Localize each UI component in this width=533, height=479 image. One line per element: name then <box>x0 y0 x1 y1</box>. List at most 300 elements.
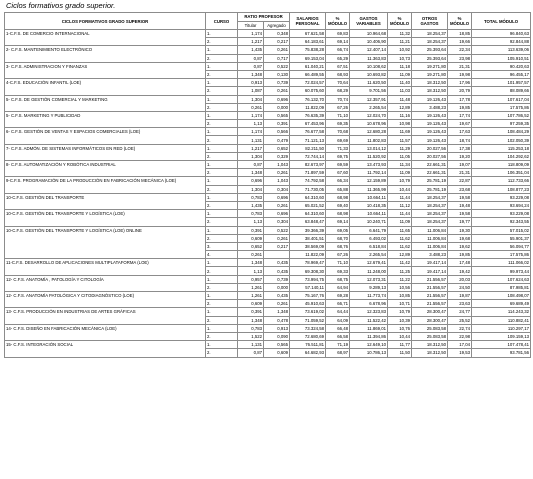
titular-cell: 1,13 <box>238 267 264 275</box>
total-cell: 114.243,32 <box>472 308 531 316</box>
total-cell: 55.901,37 <box>472 234 531 242</box>
curso-cell: 1. <box>206 46 238 54</box>
total-cell: 105.910,51 <box>472 54 531 62</box>
pct-otros-cell: 21,31 <box>448 169 472 177</box>
gastos-cell: 12.407,14 <box>350 46 388 54</box>
pct-salarios-cell: 69,33 <box>326 267 350 275</box>
gastos-cell: 6.493,02 <box>350 234 388 242</box>
titular-cell: 0,957 <box>238 275 264 283</box>
salarios-cell: 39.366,39 <box>290 226 326 234</box>
otros-cell: 3.488,23 <box>412 251 448 259</box>
salarios-cell: 73.619,02 <box>290 308 326 316</box>
curso-cell: 2. <box>206 218 238 226</box>
salarios-cell: 64.310,60 <box>290 210 326 218</box>
titular-cell: 0,391 <box>238 226 264 234</box>
otros-cell: 25.083,58 <box>412 324 448 332</box>
gastos-cell: 2.265,54 <box>350 251 388 259</box>
titular-cell: 0,783 <box>238 193 264 201</box>
agregado-cell: 0,348 <box>264 30 290 38</box>
salarios-cell: 64.183,61 <box>290 38 326 46</box>
curso-cell: 1. <box>206 308 238 316</box>
gastos-cell: 10.108,62 <box>350 62 388 70</box>
pct-gastos-cell: 11,21 <box>388 38 412 46</box>
table-row <box>5 128 531 136</box>
agregado-cell: 0,261 <box>264 300 290 308</box>
pct-otros-cell: 19,85 <box>448 251 472 259</box>
agregado-cell: 0,000 <box>264 283 290 291</box>
salarios-cell: 65.021,52 <box>290 201 326 209</box>
curso-cell: 1. <box>206 111 238 119</box>
salarios-cell: 69.153,04 <box>290 54 326 62</box>
pct-otros-cell: 19,77 <box>448 218 472 226</box>
agregado-cell: 0,739 <box>264 275 290 283</box>
curso-cell: 1. <box>206 30 238 38</box>
pct-salarios-cell: 66,34 <box>326 177 350 185</box>
pct-gastos-cell: 10,73 <box>388 54 412 62</box>
gastos-cell: 12.679,41 <box>350 259 388 267</box>
curso-cell: 2. <box>206 267 238 275</box>
curso-cell: 1. <box>206 275 238 283</box>
total-cell: 92.343,55 <box>472 218 531 226</box>
pct-gastos-cell: 10,44 <box>388 332 412 340</box>
salarios-cell: 67.621,58 <box>290 30 326 38</box>
agregado-cell: 0,565 <box>264 111 290 119</box>
otros-cell: 11.006,84 <box>412 234 448 242</box>
curso-cell: 2. <box>206 316 238 324</box>
header-pct-gastos: % MÓDULO <box>388 13 412 30</box>
titular-cell: 0,391 <box>238 308 264 316</box>
ciclo-name: 10-C.F.S. GESTIÓN DEL TRANSPORTE Y LOGÍSTICA (LOE) <box>5 210 206 226</box>
otros-cell: 22.661,31 <box>412 169 448 177</box>
pct-salarios-cell: 66,48 <box>326 324 350 332</box>
header-ratio: RATIO PROFESOR <box>238 13 290 22</box>
gastos-cell: 2.265,54 <box>350 103 388 111</box>
salarios-cell: 72.024,57 <box>290 79 326 87</box>
pct-salarios-cell: 66,74 <box>326 46 350 54</box>
pct-otros-cell: 18,74 <box>448 136 472 144</box>
pct-gastos-cell: 11,16 <box>388 111 412 119</box>
agregado-cell: 0,435 <box>264 267 290 275</box>
titular-cell: 1,261 <box>238 283 264 291</box>
curso-cell: 2. <box>206 136 238 144</box>
titular-cell: 0,87 <box>238 349 264 357</box>
otros-cell: 18.312,50 <box>412 341 448 349</box>
pct-salarios-cell: 70,74 <box>326 95 350 103</box>
otros-cell: 11.006,84 <box>412 226 448 234</box>
ciclo-name: 5- C.F.S. DE GESTIÓN COMERCIAL Y MARKETING <box>5 95 206 111</box>
pct-gastos-cell: 11,48 <box>388 95 412 103</box>
salarios-cell: 64.310,60 <box>290 193 326 201</box>
agregado-cell: 0,696 <box>264 95 290 103</box>
curso-cell: 1. <box>206 95 238 103</box>
pct-otros-cell: 22,98 <box>448 332 472 340</box>
salarios-cell: 72.680,69 <box>290 332 326 340</box>
table-row <box>5 62 531 70</box>
otros-cell: 22.661,31 <box>412 161 448 169</box>
ciclo-name: 9-C.F.S. PROGRAMACIÓN DE LA PRODUCCIÓN EN FABRICACIÓN MECÁNICA (LOE) <box>5 177 206 193</box>
pct-salarios-cell: 65,29 <box>326 54 350 62</box>
titular-cell: 1,217 <box>238 38 264 46</box>
otros-cell: 18.254,37 <box>412 30 448 38</box>
pct-otros-cell: 19,98 <box>448 70 472 78</box>
pct-salarios-cell: 69,14 <box>326 218 350 226</box>
header-titular: Titular <box>238 21 264 30</box>
curso-cell: 1. <box>206 161 238 169</box>
pct-gastos-cell: 10,71 <box>388 300 412 308</box>
titular-cell: 0,87 <box>238 62 264 70</box>
agregado-cell: 0,565 <box>264 341 290 349</box>
otros-cell: 19.417,14 <box>412 259 448 267</box>
pct-salarios-cell: 71,33 <box>326 144 350 152</box>
total-cell: 96.840,63 <box>472 30 531 38</box>
total-cell: 109.159,13 <box>472 332 531 340</box>
pct-salarios-cell: 66,58 <box>326 332 350 340</box>
agregado-cell: 0,696 <box>264 193 290 201</box>
curso-cell: 1. <box>206 144 238 152</box>
header-otros: OTROS GASTOS <box>412 13 448 30</box>
agregado-cell: 0,609 <box>264 349 290 357</box>
gastos-cell: 11.365,99 <box>350 185 388 193</box>
total-cell: 69.689,49 <box>472 300 531 308</box>
titular-cell: 1,13 <box>238 218 264 226</box>
ciclo-name: 15- C.F.S. INTEGRACIÓN SOCIAL <box>5 341 206 357</box>
pct-salarios-cell: 69,28 <box>326 292 350 300</box>
gastos-cell: 11.620,50 <box>350 79 388 87</box>
agregado-cell: 0,304 <box>264 218 290 226</box>
gastos-cell: 12.323,83 <box>350 308 388 316</box>
pct-salarios-cell: 68,93 <box>326 70 350 78</box>
total-cell: 87.985,81 <box>472 283 531 291</box>
pct-salarios-cell: 70,64 <box>326 79 350 87</box>
pct-gastos-cell: 11,32 <box>388 30 412 38</box>
salarios-cell: 71.897,59 <box>290 169 326 177</box>
otros-cell: 21.556,57 <box>412 292 448 300</box>
titular-cell: 1,13 <box>238 120 264 128</box>
salarios-cell: 82.211,50 <box>290 144 326 152</box>
pct-otros-cell: 19,85 <box>448 103 472 111</box>
pct-salarios-cell: 70,68 <box>326 128 350 136</box>
agregado-cell: 0,090 <box>264 332 290 340</box>
pct-gastos-cell: 11,22 <box>388 275 412 283</box>
pct-salarios-cell: 66,71 <box>326 300 350 308</box>
header-total: TOTAL MÓDULO <box>472 13 531 30</box>
pct-gastos-cell: 11,09 <box>388 218 412 226</box>
gastos-cell: 11.802,83 <box>350 136 388 144</box>
otros-cell: 18.254,37 <box>412 210 448 218</box>
table-caption: Ciclos formativos grado superior. <box>6 1 116 10</box>
pct-gastos-cell: 10,56 <box>388 283 412 291</box>
curso-cell: 2. <box>206 234 238 242</box>
total-cell: 118.809,09 <box>472 161 531 169</box>
ciclo-name: 10-C.F.S. GESTIÓN DEL TRANSPORTE Y LOGÍSTICA (LOE) ONLINE <box>5 226 206 259</box>
gastos-cell: 12.649,10 <box>350 341 388 349</box>
otros-cell: 11.006,84 <box>412 242 448 250</box>
gastos-cell: 6.641,79 <box>350 226 388 234</box>
salarios-cell: 75.838,28 <box>290 46 326 54</box>
agregado-cell: 0,261 <box>264 201 290 209</box>
curso-cell: 1. <box>206 210 238 218</box>
pct-salarios-cell: 69,40 <box>326 201 350 209</box>
gastos-cell: 6.518,84 <box>350 242 388 250</box>
salarios-cell: 11.822,09 <box>290 103 326 111</box>
pct-gastos-cell: 11,12 <box>388 201 412 209</box>
total-cell: 88.089,66 <box>472 87 531 95</box>
agregado-cell: 0,913 <box>264 324 290 332</box>
salarios-cell: 72.744,14 <box>290 152 326 160</box>
titular-cell: 0,261 <box>238 251 264 259</box>
total-cell: 107.478,41 <box>472 341 531 349</box>
pct-otros-cell: 17,96 <box>448 79 472 87</box>
pct-gastos-cell: 11,34 <box>388 161 412 169</box>
curso-cell: 1. <box>206 79 238 87</box>
pct-otros-cell: 18,85 <box>448 30 472 38</box>
otros-cell: 18.312,50 <box>412 349 448 357</box>
titular-cell: 0,87 <box>238 161 264 169</box>
pct-otros-cell: 25,52 <box>448 316 472 324</box>
total-cell: 110.297,17 <box>472 324 531 332</box>
salarios-cell: 75.167,76 <box>290 292 326 300</box>
table-row <box>5 324 531 332</box>
otros-cell: 18.254,37 <box>412 218 448 226</box>
gastos-cell: 11.792,14 <box>350 169 388 177</box>
total-cell: 17.575,86 <box>472 103 531 111</box>
otros-cell: 28.300,47 <box>412 308 448 316</box>
titular-cell: 1,261 <box>238 292 264 300</box>
titular-cell: 1,522 <box>238 332 264 340</box>
pct-otros-cell: 23,63 <box>448 300 472 308</box>
pct-gastos-cell: 12,89 <box>388 103 412 111</box>
gastos-cell: 9.289,13 <box>350 283 388 291</box>
total-cell: 107.624,63 <box>472 275 531 283</box>
curso-cell: 1. <box>206 292 238 300</box>
ciclo-name: 10-C.F.S. GESTIÓN DEL TRANSPORTE <box>5 193 206 209</box>
agregado-cell: 0,652 <box>264 144 290 152</box>
otros-cell: 18.312,50 <box>412 79 448 87</box>
total-cell: 93.229,08 <box>472 210 531 218</box>
pct-salarios-cell: 71,19 <box>326 341 350 349</box>
otros-cell: 18.254,37 <box>412 193 448 201</box>
gastos-cell: 12.159,89 <box>350 177 388 185</box>
total-cell: 110.882,41 <box>472 316 531 324</box>
table-row <box>5 292 531 300</box>
agregado-cell: 0,329 <box>264 152 290 160</box>
titular-cell: 1,348 <box>238 169 264 177</box>
titular-cell: 0,609 <box>238 300 264 308</box>
pct-salarios-cell: 69,75 <box>326 152 350 160</box>
pct-salarios-cell: 71,10 <box>326 259 350 267</box>
otros-cell: 19.271,80 <box>412 70 448 78</box>
titular-cell: 1,435 <box>238 46 264 54</box>
pct-gastos-cell: 11,03 <box>388 87 412 95</box>
curso-cell: 1. <box>206 128 238 136</box>
pct-otros-cell: 17,04 <box>448 341 472 349</box>
curso-cell: 2. <box>206 169 238 177</box>
pct-gastos-cell: 11,25 <box>388 267 412 275</box>
curso-cell: 2. <box>206 201 238 209</box>
total-cell: 107.786,52 <box>472 111 531 119</box>
pct-otros-cell: 19,58 <box>448 210 472 218</box>
gastos-cell: 12.024,70 <box>350 111 388 119</box>
salarios-cell: 71.730,05 <box>290 185 326 193</box>
titular-cell: 0,696 <box>238 177 264 185</box>
pct-otros-cell: 20,79 <box>448 87 472 95</box>
gastos-cell: 13.473,93 <box>350 161 388 169</box>
pct-gastos-cell: 11,40 <box>388 79 412 87</box>
salarios-cell: 60.075,60 <box>290 87 326 95</box>
pct-otros-cell: 22,34 <box>448 46 472 54</box>
pct-gastos-cell: 11,09 <box>388 169 412 177</box>
pct-salarios-cell: 68,98 <box>326 193 350 201</box>
pct-gastos-cell: 11,69 <box>388 128 412 136</box>
curso-cell: 4. <box>206 251 238 259</box>
pct-otros-cell: 19,42 <box>448 267 472 275</box>
pct-salarios-cell: 68,29 <box>326 87 350 95</box>
total-cell: 99.973,44 <box>472 267 531 275</box>
otros-cell: 25.781,19 <box>412 177 448 185</box>
pct-otros-cell: 19,68 <box>448 234 472 242</box>
curso-cell: 2. <box>206 349 238 357</box>
table-row <box>5 177 531 185</box>
gastos-cell: 11.248,00 <box>350 267 388 275</box>
total-cell: 108.877,23 <box>472 185 531 193</box>
salarios-cell: 76.677,58 <box>290 128 326 136</box>
pct-gastos-cell: 10,98 <box>388 120 412 128</box>
total-cell: 17.575,86 <box>472 251 531 259</box>
titular-cell: 0,652 <box>238 242 264 250</box>
total-cell: 56.094,77 <box>472 242 531 250</box>
titular-cell: 1,131 <box>238 341 264 349</box>
salarios-cell: 76.635,39 <box>290 111 326 119</box>
pct-gastos-cell: 11,62 <box>388 234 412 242</box>
pct-gastos-cell: 11,62 <box>388 242 412 250</box>
otros-cell: 25.083,58 <box>412 332 448 340</box>
pct-salarios-cell: 65,88 <box>326 185 350 193</box>
total-cell: 112.733,66 <box>472 177 531 185</box>
header-salarios: SALARIOS PERSONAL <box>290 13 326 30</box>
agregado-cell: 0,261 <box>264 46 290 54</box>
pct-otros-cell: 19,58 <box>448 193 472 201</box>
salarios-cell: 11.822,09 <box>290 251 326 259</box>
pct-otros-cell: 19,07 <box>448 161 472 169</box>
pct-otros-cell: 17,63 <box>448 128 472 136</box>
salarios-cell: 38.569,09 <box>290 242 326 250</box>
agregado-cell: 0,217 <box>264 242 290 250</box>
agregado-cell: 0,261 <box>264 234 290 242</box>
curso-cell: 2. <box>206 185 238 193</box>
table-row <box>5 95 531 103</box>
header-curso: CURSO <box>206 13 238 30</box>
total-cell: 113.639,06 <box>472 46 531 54</box>
curso-cell: 2. <box>206 54 238 62</box>
pct-gastos-cell: 11,18 <box>388 62 412 70</box>
ciclo-name: 4-C.F.S. EDUCACIÓN INFANTIL (LOE) <box>5 79 206 95</box>
pct-gastos-cell: 10,85 <box>388 292 412 300</box>
gastos-cell: 9.701,56 <box>350 87 388 95</box>
titular-cell: 1,131 <box>238 136 264 144</box>
table-row <box>5 308 531 316</box>
pct-salarios-cell: 68,98 <box>326 210 350 218</box>
pct-salarios-cell: 69,05 <box>326 226 350 234</box>
total-cell: 92.844,88 <box>472 38 531 46</box>
salarios-cell: 76.511,81 <box>290 341 326 349</box>
total-cell: 107.617,04 <box>472 95 531 103</box>
agregado-cell: 1,348 <box>264 308 290 316</box>
header-pct-salarios: % MÓDULO <box>326 13 350 30</box>
salarios-cell: 71.059,52 <box>290 316 326 324</box>
total-cell: 108.498,07 <box>472 292 531 300</box>
otros-cell: 20.027,56 <box>412 144 448 152</box>
agregado-cell: 0,217 <box>264 38 290 46</box>
gastos-cell: 10.786,13 <box>350 349 388 357</box>
curso-cell: 1. <box>206 193 238 201</box>
total-cell: 115.253,18 <box>472 144 531 152</box>
otros-cell: 18.254,37 <box>412 201 448 209</box>
curso-cell: 2. <box>206 283 238 291</box>
pct-otros-cell: 24,50 <box>448 283 472 291</box>
pct-otros-cell: 22,74 <box>448 324 472 332</box>
pct-gastos-cell: 11,09 <box>388 70 412 78</box>
gastos-cell: 11.773,74 <box>350 292 388 300</box>
gastos-cell: 13.014,12 <box>350 144 388 152</box>
otros-cell: 3.488,23 <box>412 103 448 111</box>
agregado-cell <box>264 251 290 259</box>
total-cell: 108.484,29 <box>472 128 531 136</box>
pct-otros-cell: 23,98 <box>448 54 472 62</box>
pct-otros-cell: 21,31 <box>448 62 472 70</box>
otros-cell: 19.126,43 <box>412 111 448 119</box>
gastos-cell: 10.964,68 <box>350 30 388 38</box>
table-row <box>5 144 531 152</box>
titular-cell: 1,435 <box>238 201 264 209</box>
otros-cell: 19.126,43 <box>412 120 448 128</box>
total-cell: 93.694,24 <box>472 201 531 209</box>
titular-cell: 0,913 <box>238 79 264 87</box>
curso-cell: 2. <box>206 120 238 128</box>
agregado-cell: 0,435 <box>264 259 290 267</box>
table-row <box>5 161 531 169</box>
pct-otros-cell: 19,87 <box>448 292 472 300</box>
pct-otros-cell: 24,77 <box>448 308 472 316</box>
titular-cell: 1,174 <box>238 30 264 38</box>
titular-cell: 0,783 <box>238 210 264 218</box>
titular-cell: 0,87 <box>238 54 264 62</box>
pct-otros-cell: 17,48 <box>448 259 472 267</box>
salarios-cell: 73.324,58 <box>290 324 326 332</box>
pct-gastos-cell: 11,50 <box>388 349 412 357</box>
ciclo-name: 7- C.F.S. ADMÓN. DE SISTEMAS INFORMÁTICOS EN RED (LOE) <box>5 144 206 160</box>
gastos-cell: 11.522,42 <box>350 316 388 324</box>
curso-cell: 1. <box>206 341 238 349</box>
titular-cell: 0,783 <box>238 324 264 332</box>
agregado-cell: 0,261 <box>264 169 290 177</box>
gastos-cell: 11.520,92 <box>350 152 388 160</box>
pct-salarios-cell: 67,60 <box>326 169 350 177</box>
titular-cell: 1,304 <box>238 95 264 103</box>
table-row <box>5 79 531 87</box>
gastos-cell: 6.678,96 <box>350 300 388 308</box>
otros-cell: 25.393,64 <box>412 54 448 62</box>
otros-cell: 18.254,37 <box>412 38 448 46</box>
titular-cell: 1,174 <box>238 111 264 119</box>
agregado-cell: 0,479 <box>264 136 290 144</box>
agregado-cell: 0,130 <box>264 70 290 78</box>
titular-cell: 1,348 <box>238 70 264 78</box>
pct-gastos-cell: 11,29 <box>388 144 412 152</box>
curso-cell: 1. <box>206 259 238 267</box>
otros-cell: 18.312,50 <box>412 87 448 95</box>
curso-cell: 3. <box>206 242 238 250</box>
gastos-cell: 12.680,28 <box>350 128 388 136</box>
